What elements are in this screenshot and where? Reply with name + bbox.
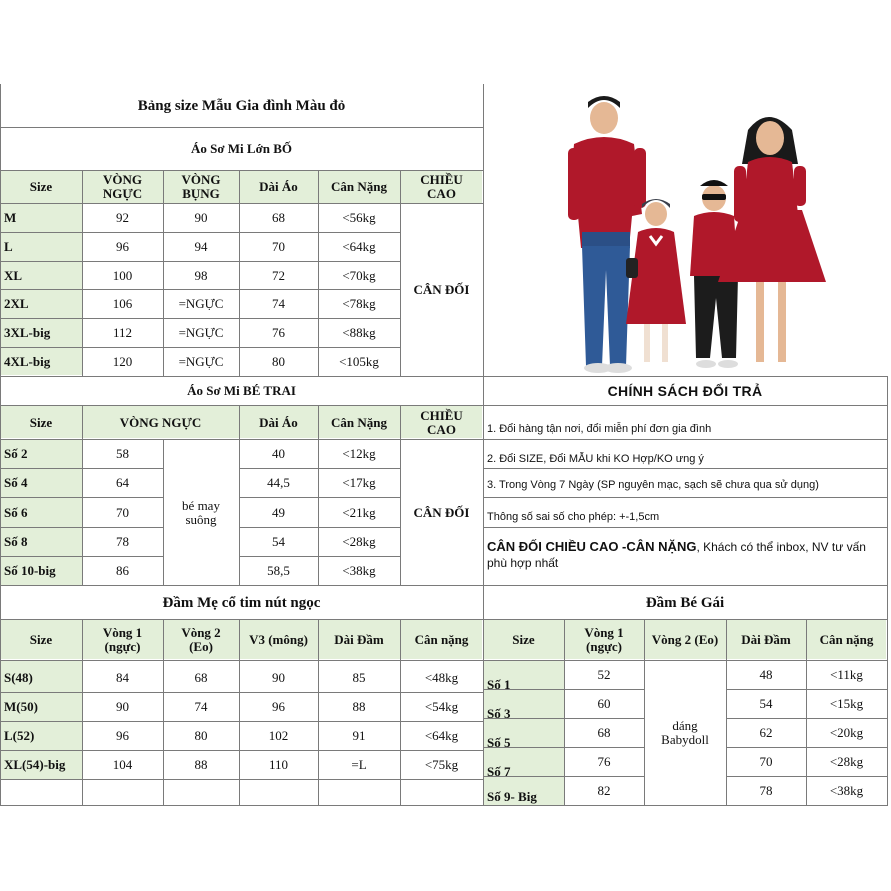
boy-header-length: Dài Áo bbox=[259, 414, 298, 430]
weight-cell: <38kg bbox=[829, 783, 864, 798]
bust-cell: 104 bbox=[112, 757, 133, 772]
size-cell: Số 5 bbox=[487, 735, 511, 750]
size-cell: M(50) bbox=[4, 699, 38, 714]
length-cell: 72 bbox=[272, 267, 285, 283]
mom-header-weight: Cân nặng bbox=[414, 632, 469, 647]
girl-waist-note: dáng Babydoll bbox=[661, 718, 709, 747]
size-cell: 4XL-big bbox=[4, 354, 51, 369]
dad-header-size: Size bbox=[29, 179, 53, 194]
family-illustration bbox=[484, 86, 886, 376]
belly-cell: 98 bbox=[194, 267, 208, 283]
policy-item: 2. Đổi SIZE, Đổi MẪU khi KO Hợp/KO ưng ý bbox=[487, 452, 704, 465]
bust-cell: 82 bbox=[597, 783, 611, 798]
boy-header-height: CHIỀU CAO bbox=[420, 407, 463, 437]
size-cell: Số 10-big bbox=[4, 563, 56, 578]
chest-cell: 100 bbox=[112, 267, 133, 283]
weight-cell: <12kg bbox=[342, 446, 376, 461]
length-cell: 85 bbox=[352, 670, 366, 685]
mom-header-bust: Vòng 1 (ngực) bbox=[102, 625, 143, 654]
weight-cell: <38kg bbox=[342, 563, 376, 578]
girl-header-waist: Vòng 2 (Eo) bbox=[651, 632, 719, 647]
length-cell: 70 bbox=[759, 754, 773, 769]
weight-cell: <70kg bbox=[342, 267, 376, 283]
size-cell: Số 6 bbox=[4, 504, 28, 520]
policy-balance-rest: , Khách có thể inbox, NV tư vấn phù hợp nhất bbox=[487, 540, 866, 570]
sheet-title: Bảng size Mẫu Gia đình Màu đỏ bbox=[137, 98, 346, 114]
length-cell: 88 bbox=[352, 699, 366, 714]
policy-item: 1. Đổi hàng tận nơi, đổi miễn phí đơn gia đình bbox=[487, 423, 712, 435]
belly-cell: =NGỰC bbox=[178, 354, 224, 369]
bust-cell: 68 bbox=[597, 725, 611, 740]
belly-cell: 90 bbox=[194, 210, 208, 225]
size-cell: Số 7 bbox=[487, 764, 511, 779]
waist-cell: 68 bbox=[194, 670, 208, 685]
girl-table-heading: Đầm Bé Gái bbox=[645, 594, 725, 611]
chest-cell: 70 bbox=[116, 504, 129, 520]
length-cell: =L bbox=[351, 757, 367, 772]
size-cell: Số 2 bbox=[4, 446, 28, 461]
dad-height-note: CÂN ĐỐI bbox=[413, 282, 470, 297]
size-cell: L bbox=[4, 239, 13, 254]
chest-cell: 112 bbox=[112, 325, 133, 340]
weight-cell: <21kg bbox=[342, 504, 376, 520]
length-cell: 91 bbox=[352, 728, 366, 743]
chest-cell: 120 bbox=[112, 354, 133, 369]
size-cell: XL bbox=[4, 267, 23, 283]
hip-cell: 110 bbox=[268, 757, 289, 772]
length-cell: 48 bbox=[759, 667, 773, 682]
length-cell: 58,5 bbox=[267, 563, 290, 578]
length-cell: 40 bbox=[272, 446, 285, 461]
weight-cell: <78kg bbox=[342, 296, 376, 311]
boy-height-note: CÂN ĐỐI bbox=[413, 504, 470, 520]
length-cell: 74 bbox=[272, 296, 285, 311]
dad-header-chest: VÒNG NGỰC bbox=[102, 172, 143, 201]
weight-cell: <28kg bbox=[342, 534, 376, 549]
weight-cell: <48kg bbox=[424, 670, 459, 685]
bust-cell: 76 bbox=[597, 754, 611, 769]
dad-header-belly: VÒNG BỤNG bbox=[181, 172, 221, 201]
size-cell: XL(54)-big bbox=[4, 757, 66, 772]
family-photo bbox=[484, 86, 886, 376]
weight-cell: <54kg bbox=[424, 699, 459, 714]
mom-header-waist: Vòng 2 (Eo) bbox=[181, 625, 221, 654]
mom-table-heading: Đầm Mẹ cổ tim nút ngọc bbox=[162, 594, 321, 611]
length-cell: 54 bbox=[272, 534, 285, 549]
length-cell: 62 bbox=[759, 725, 773, 740]
bust-cell: 90 bbox=[116, 699, 129, 714]
policy-heading: CHÍNH SÁCH ĐỔI TRẢ bbox=[607, 383, 763, 399]
length-cell: 54 bbox=[759, 696, 773, 711]
weight-cell: <105kg bbox=[339, 354, 379, 369]
weight-cell: <75kg bbox=[424, 757, 459, 772]
weight-cell: <28kg bbox=[829, 754, 864, 769]
dad-header-weight: Cân Nặng bbox=[331, 179, 387, 194]
policy-item: 3. Trong Vòng 7 Ngày (SP nguyên mạc, sạch sẽ chưa qua sử dụng) bbox=[487, 478, 819, 491]
weight-cell: <20kg bbox=[829, 725, 864, 740]
size-cell: Số 3 bbox=[487, 706, 511, 721]
boy-header-chest: VÒNG NGỰC bbox=[119, 414, 202, 430]
chest-cell: 92 bbox=[116, 210, 129, 225]
weight-cell: <88kg bbox=[342, 325, 376, 340]
belly-cell: 94 bbox=[194, 239, 208, 254]
mom-header-hip: V3 (mông) bbox=[249, 632, 308, 647]
girl-header-size: Size bbox=[512, 632, 535, 647]
chest-cell: 96 bbox=[116, 239, 129, 254]
dad-table-heading: Áo Sơ Mi Lớn BỐ bbox=[190, 141, 293, 156]
size-cell: Số 4 bbox=[4, 475, 28, 490]
dad-header-height: CHIỀU CAO bbox=[420, 172, 463, 201]
chest-cell: 106 bbox=[112, 296, 133, 311]
policy-balance-note bbox=[483, 539, 887, 583]
daughter-figure bbox=[626, 199, 686, 362]
dad-figure bbox=[568, 96, 646, 373]
size-cell: Số 8 bbox=[4, 534, 28, 549]
weight-cell: <56kg bbox=[342, 210, 376, 225]
boy-header-weight: Cân Nặng bbox=[331, 414, 387, 430]
boy-fit-note: bé may suông bbox=[182, 497, 220, 527]
weight-cell: <64kg bbox=[342, 239, 376, 254]
length-cell: 76 bbox=[272, 325, 285, 340]
bust-cell: 84 bbox=[116, 670, 129, 685]
policy-balance-bold: CÂN ĐỐI CHIỀU CAO -CÂN NẶNG bbox=[487, 539, 697, 554]
chest-cell: 64 bbox=[116, 475, 129, 490]
girl-header-length: Dài Đầm bbox=[741, 632, 791, 647]
weight-cell: <11kg bbox=[830, 667, 863, 682]
size-cell: L(52) bbox=[4, 728, 35, 743]
hip-cell: 96 bbox=[272, 699, 285, 714]
length-cell: 44,5 bbox=[267, 475, 290, 490]
length-cell: 49 bbox=[272, 504, 285, 520]
size-cell: 3XL-big bbox=[4, 325, 51, 340]
size-cell: S(48) bbox=[4, 670, 33, 685]
waist-cell: 88 bbox=[194, 757, 208, 772]
girl-header-weight: Cân nặng bbox=[819, 632, 874, 647]
belly-cell: =NGỰC bbox=[178, 296, 224, 311]
bust-cell: 52 bbox=[597, 667, 611, 682]
bust-cell: 60 bbox=[597, 696, 611, 711]
weight-cell: <64kg bbox=[424, 728, 459, 743]
length-cell: 70 bbox=[272, 239, 285, 254]
mom-header-length: Dài Đầm bbox=[334, 632, 384, 647]
chest-cell: 86 bbox=[116, 563, 129, 578]
length-cell: 68 bbox=[272, 210, 285, 225]
size-cell: 2XL bbox=[4, 296, 29, 311]
boy-header-size: Size bbox=[29, 414, 53, 430]
mom-header-size: Size bbox=[29, 632, 53, 647]
hip-cell: 102 bbox=[268, 728, 289, 743]
boy-table-heading: Áo Sơ Mi BÉ TRAI bbox=[187, 383, 296, 398]
length-cell: 80 bbox=[272, 354, 285, 369]
size-cell: M bbox=[4, 210, 17, 225]
size-cell: Số 9- Big bbox=[487, 789, 537, 804]
waist-cell: 74 bbox=[194, 699, 208, 714]
hip-cell: 90 bbox=[272, 670, 285, 685]
waist-cell: 80 bbox=[194, 728, 208, 743]
weight-cell: <15kg bbox=[829, 696, 864, 711]
chest-cell: 58 bbox=[116, 446, 129, 461]
belly-cell: =NGỰC bbox=[178, 325, 224, 340]
girl-header-bust: Vòng 1 (ngực) bbox=[584, 625, 624, 654]
chest-cell: 78 bbox=[116, 534, 129, 549]
bust-cell: 96 bbox=[116, 728, 129, 743]
policy-tolerance: Thông số sai số cho phép: +-1,5cm bbox=[487, 511, 660, 523]
dad-header-length: Dài Áo bbox=[259, 179, 298, 194]
size-cell: Số 1 bbox=[487, 677, 511, 692]
weight-cell: <17kg bbox=[342, 475, 376, 490]
length-cell: 78 bbox=[759, 783, 773, 798]
